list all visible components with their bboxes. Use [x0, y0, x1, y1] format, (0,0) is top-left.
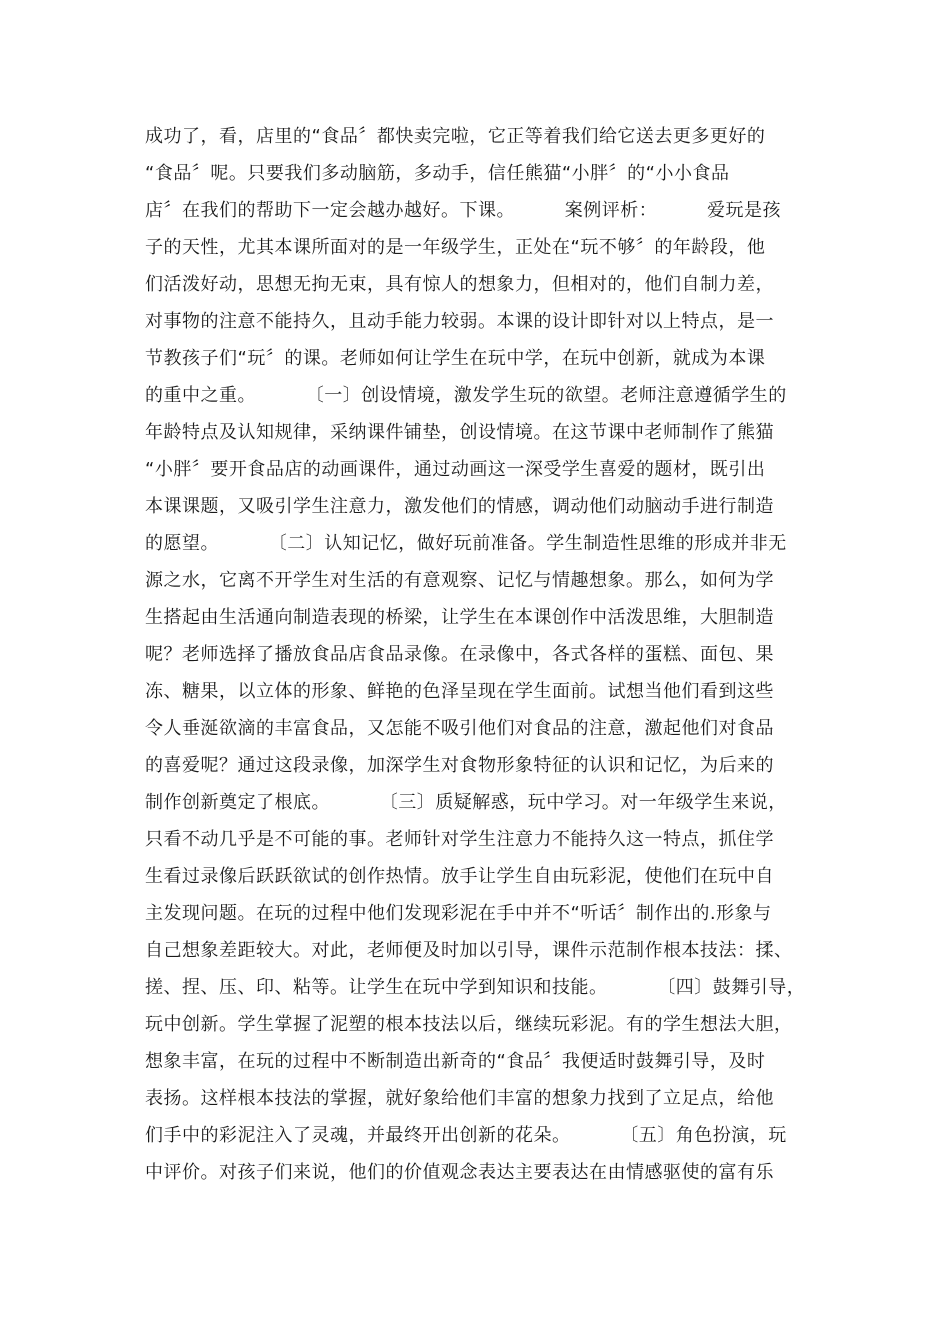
text-line-11: 本课课题，又吸引学生注意力，激发他们的情感，调动他们动脑动手进行制造 — [145, 496, 774, 517]
text-line-14: 生搭起由生活通向制造表现的桥梁，让学生在本课创作中活泼思维，大胆制造 — [145, 607, 774, 628]
text-line-16: 冻、糖果，以立体的形象、鲜艳的色泽呈现在学生面前。试想当他们看到这些 — [145, 681, 774, 702]
text-line-1: 成功了，看，店里的“食品〞都快卖完啦，它正等着我们给它送去更多更好的 — [145, 126, 766, 147]
text-line-21: 生看过录像后跃跃欲试的创作热情。放手让学生自由玩彩泥，使他们在玩中自 — [145, 866, 774, 887]
text-line-10: “小胖〞要开食品店的动画课件，通过动画这一深受学生喜爱的题材，既引出 — [145, 459, 766, 480]
text-line-5: 们活泼好动，思想无拘无束，具有惊人的想象力，但相对的，他们自制力差， — [145, 274, 774, 295]
text-line-6: 对事物的注意不能持久，且动手能力较弱。本课的设计即针对以上特点，是一 — [145, 311, 774, 332]
text-line-22: 主发现问题。在玩的过程中他们发现彩泥在手中并不“听话〞制作出的.形象与 — [145, 903, 772, 924]
text-line-4: 子的天性，尤其本课所面对的是一年级学生，正处在“玩不够〞的年龄段，他 — [145, 237, 766, 258]
text-line-26: 想象丰富，在玩的过程中不断制造出新奇的“食品〞我便适时鼓舞引导，及时 — [145, 1051, 766, 1072]
text-line-2: “食品〞呢。只要我们多动脑筋，多动手，信任熊猫“小胖〞的“小小食品 — [145, 163, 730, 184]
text-line-12: 的愿望。 〔二〕认知记忆，做好玩前准备。学生制造性思维的形成并非无 — [145, 533, 787, 554]
text-line-9: 年龄特点及认知规律，采纳课件铺垫，创设情境。在这节课中老师制作了熊猫 — [145, 422, 774, 443]
text-line-15: 呢？老师选择了播放食品店食品录像。在录像中，各式各样的蛋糕、面包、果 — [145, 644, 774, 665]
text-line-20: 只看不动几乎是不可能的事。老师针对学生注意力不能持久这一特点，抓住学 — [145, 829, 774, 850]
text-line-23: 自己想象差距较大。对此，老师便及时加以引导，课件示范制作根本技法：揉、 — [145, 940, 793, 961]
text-line-8: 的重中之重。 〔一〕创设情境，激发学生玩的欲望。老师注意遵循学生的 — [145, 385, 787, 406]
text-line-7: 节教孩子们“玩〞的课。老师如何让学生在玩中学，在玩中创新，就成为本课 — [145, 348, 766, 369]
text-line-29: 中评价。对孩子们来说，他们的价值观念表达主要表达在由情感驱使的富有乐 — [145, 1162, 774, 1183]
text-line-18: 的喜爱呢？通过这段录像，加深学生对食物形象特征的认识和记忆，为后来的 — [145, 755, 774, 776]
text-line-13: 源之水，它离不开学生对生活的有意观察、记忆与情趣想象。那么，如何为学 — [145, 570, 774, 591]
text-line-27: 表扬。这样根本技法的掌握，就好象给他们丰富的想象力找到了立足点，给他 — [145, 1088, 774, 1109]
text-line-28: 们手中的彩泥注入了灵魂，并最终开出创新的花朵。 〔五〕角色扮演，玩 — [145, 1125, 787, 1146]
text-line-25: 玩中创新。学生掌握了泥塑的根本技法以后，继续玩彩泥。有的学生想法大胆， — [145, 1014, 793, 1035]
text-line-19: 制作创新奠定了根底。 〔三〕质疑解惑，玩中学习。对一年级学生来说， — [145, 792, 787, 813]
text-line-24: 搓、捏、压、印、粘等。让学生在玩中学到知识和技能。 〔四〕鼓舞引导， — [145, 977, 806, 998]
text-line-3: 店〞在我们的帮助下一定会越办越好。下课。 案例评析： 爱玩是孩 — [145, 200, 782, 221]
text-line-17: 令人垂涎欲滴的丰富食品，又怎能不吸引他们对食品的注意，激起他们对食品 — [145, 718, 774, 739]
